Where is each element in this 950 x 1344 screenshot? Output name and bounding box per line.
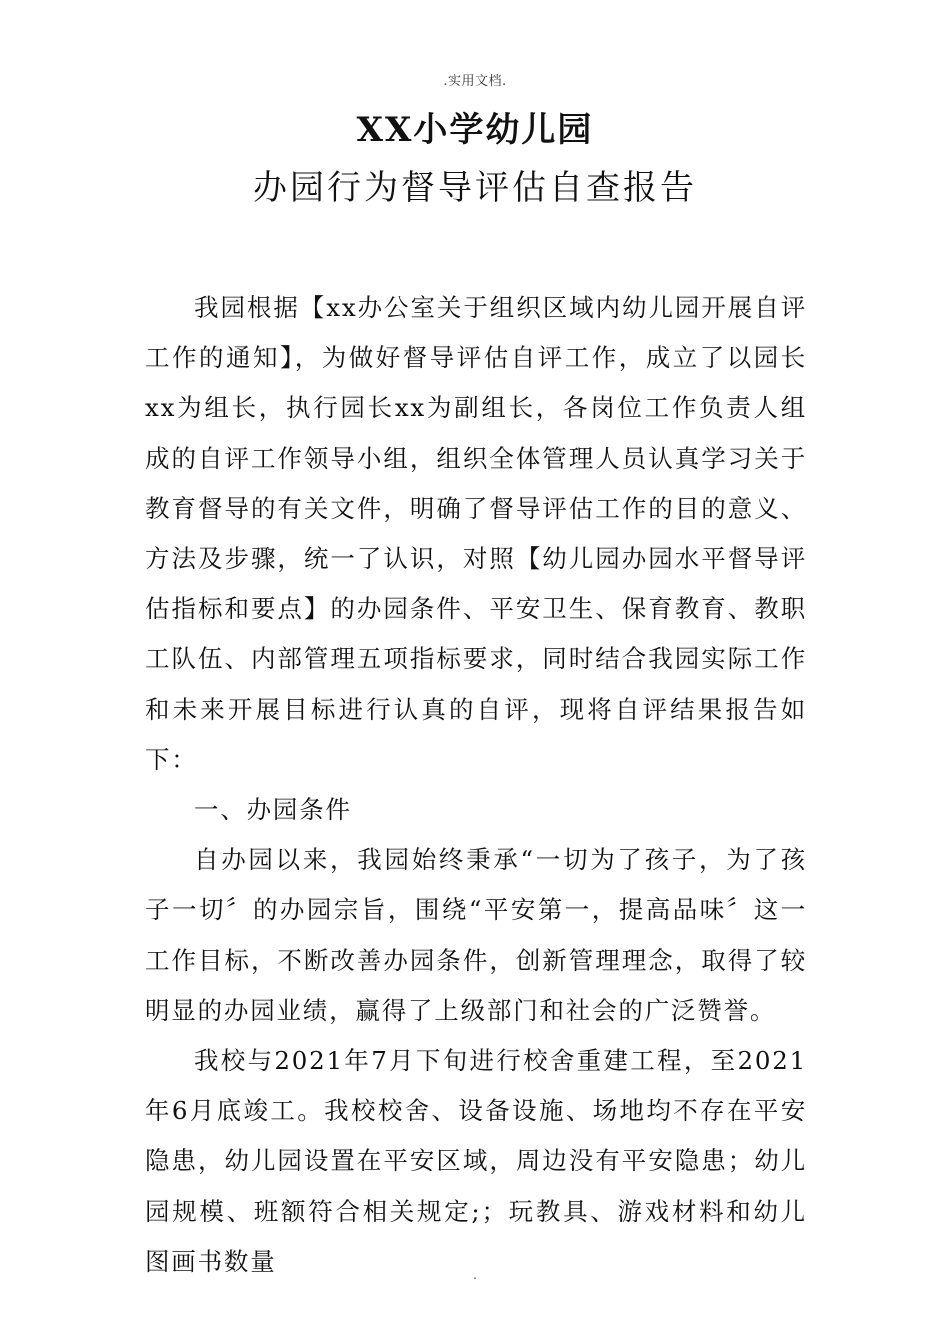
footer-mark: . [473, 1268, 477, 1282]
document-body [145, 283, 807, 1287]
paragraph-intro: 我园根据【xx办公室关于组织区域内幼儿园开展自评工作的通知】，为做好督导评估自评工作，成立了以园长xx为组长，执行园长xx为副组长，各岗位工作负责人组成的自评工作领导小组，组织全体管理人员认真学习关于教育督导的有关文件，明确了督导评估工作的目的意义、方法及步骤，统一了认识，对照【幼儿园办园水平督导评估指标和要点】的办园条件、平安卫生、保育教育、教职工队伍、内部管理五项指标要求，同时结合我园实际工作和未来开展目标进行认真的自评，现将自评结果报告如下： [145, 293, 807, 774]
document-title-school: XX小学幼儿园 [356, 110, 594, 150]
section-heading-conditions: 一、办园条件 [194, 795, 352, 825]
header-note: .实用文档. [443, 74, 507, 89]
paragraph-facilities: 我校与2021年7月下旬进行校舍重建工程，至2021年6月底竣工。我校校舍、设备设施、场地均不存在平安隐患，幼儿园设置在平安区域，周边没有平安隐患；幼儿园规模、班额符合相关规定;；玩教具、游戏材料和幼儿图画书数量 [145, 1046, 807, 1276]
paragraph-purpose: 自办园以来，我园始终秉承“一切为了孩子，为了孩子一切〞的办园宗旨，围绕“平安第一，提高品味〞这一工作目标，不断改善办园条件，创新管理理念，取得了较明显的办园业绩，赢得了上级部门和社会的广泛赞誉。 [145, 845, 807, 1025]
document-title-report: 办园行为督导评估自查报告 [253, 168, 697, 208]
